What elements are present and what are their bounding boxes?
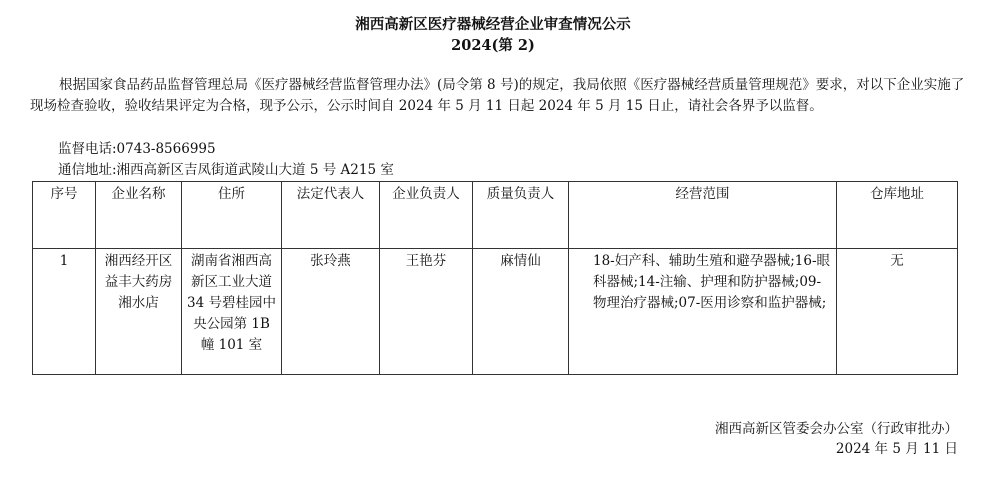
col-header-company: 企业名称 <box>96 182 182 249</box>
cell-legal-rep: 张玲燕 <box>282 249 380 375</box>
enterprise-table <box>32 181 958 375</box>
col-header-residence: 住所 <box>182 182 282 249</box>
col-header-company-head: 企业负责人 <box>380 182 473 249</box>
supervision-phone: 监督电话:0743-8566995 <box>58 141 216 157</box>
cell-company: 湘西经开区益丰大药房湘水店 <box>96 249 182 375</box>
table-row <box>33 249 958 375</box>
cell-company-head: 王艳芬 <box>380 249 473 375</box>
col-header-warehouse: 仓库地址 <box>837 182 958 249</box>
col-header-legal-rep: 法定代表人 <box>282 182 380 249</box>
cell-index: 1 <box>33 249 96 375</box>
cell-warehouse: 无 <box>837 249 958 375</box>
page-title: 湘西高新区医疗器械经营企业审查情况公示 <box>355 16 631 33</box>
page-subtitle: 2024(第 2) <box>451 37 535 54</box>
cell-scope: 18-妇产科、辅助生殖和避孕器械;16-眼科器械;14-注输、护理和防护器械;09-物理治疗器械;07-医用诊察和监护器械; <box>569 249 837 375</box>
mailing-address: 通信地址:湘西高新区吉凤街道武陵山大道 5 号 A215 室 <box>58 162 394 178</box>
cell-quality-head: 麻情仙 <box>473 249 569 375</box>
footer-org: 湘西高新区管委会办公室（行政审批办） <box>715 421 958 437</box>
intro-paragraph: 根据国家食品药品监督管理总局《医疗器械经营监督管理办法》(局令第 8 号)的规定，我局依照《医疗器械经营质量管理规范》要求，对以下企业实施了现场检查验收，验收结果评定为合格，现予公示，公示时间自 2024 年 5 月 11 日起 2024 年 5 月 15 日止，请社会各界予以监督。 <box>30 77 965 114</box>
table-header-row <box>33 182 958 249</box>
col-header-quality-head: 质量负责人 <box>473 182 569 249</box>
col-header-scope: 经营范围 <box>569 182 837 249</box>
cell-residence: 湖南省湘西高新区工业大道 34 号碧桂园中央公园第 1B 幢 101 室 <box>182 249 282 375</box>
col-header-index: 序号 <box>33 182 96 249</box>
footer-date: 2024 年 5 月 11 日 <box>835 441 958 457</box>
